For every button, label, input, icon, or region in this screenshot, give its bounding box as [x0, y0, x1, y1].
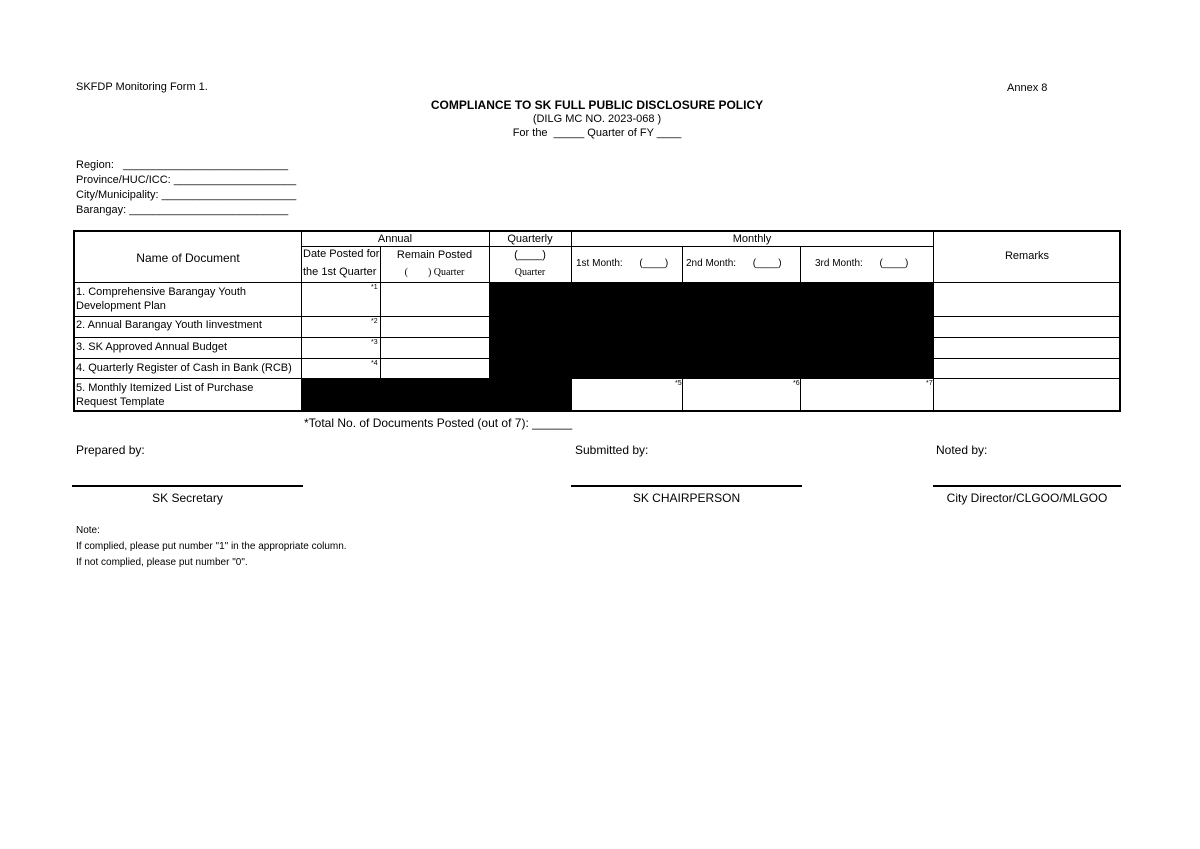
row-5-month3-cell[interactable]	[801, 379, 933, 411]
row-2-remarks-cell[interactable]	[934, 317, 1121, 337]
col-month-2: 2nd Month: (____)	[686, 258, 782, 269]
location-fields	[76, 158, 296, 218]
row-5-mark-month2: *6	[793, 380, 800, 387]
row-3-remarks-cell[interactable]	[934, 338, 1121, 358]
noted-by-label: Noted by:	[936, 443, 988, 457]
row-4-mark: *4	[371, 360, 378, 367]
shaded-cells-annual-quarterly	[301, 378, 571, 411]
prepared-signature-line[interactable]	[72, 485, 303, 487]
row-2-remain-posted-cell[interactable]	[381, 317, 489, 337]
noted-role: City Director/CLGOO/MLGOO	[946, 491, 1108, 505]
region-field[interactable]: Region: ___________________________	[76, 159, 289, 171]
row-3-remain-posted-cell[interactable]	[381, 338, 489, 358]
col-annual-remain-line1: Remain Posted	[396, 249, 473, 261]
noted-signature-line[interactable]	[933, 485, 1121, 487]
row-2-name: 2. Annual Barangay Youth Iinvestment	[76, 319, 262, 331]
total-documents-posted: *Total No. of Documents Posted (out of 7): ______	[304, 416, 573, 430]
row-5-remarks-cell[interactable]	[934, 379, 1121, 411]
row-1-name: 1. Comprehensive Barangay Youth Development Plan	[76, 286, 247, 312]
row-5-name: 5. Monthly Itemized List of Purchase Request Template	[76, 382, 254, 408]
notes-title: Note:	[76, 525, 100, 536]
page-title: COMPLIANCE TO SK FULL PUBLIC DISCLOSURE POLICY	[430, 98, 764, 112]
group-annual: Annual	[377, 233, 413, 245]
notes	[76, 523, 347, 571]
row-5-month1-cell[interactable]	[572, 379, 682, 411]
row-4-remain-posted-cell[interactable]	[381, 359, 489, 378]
row-5-mark-month1: *5	[675, 380, 682, 387]
row-1-mark: *1	[371, 284, 378, 291]
col-annual-date-line1: Date Posted for	[303, 248, 380, 260]
row-5-month2-cell[interactable]	[683, 379, 800, 411]
row-2-mark: *2	[371, 318, 378, 325]
col-month-3: 3rd Month: (____)	[815, 258, 909, 269]
shaded-cells-quarterly-monthly	[489, 282, 933, 378]
submitted-role: SK CHAIRPERSON	[632, 491, 741, 505]
row-1-remarks-cell[interactable]	[934, 283, 1121, 316]
row-5-mark-month3: *7	[926, 380, 933, 387]
row-1-remain-posted-cell[interactable]	[381, 283, 489, 316]
notes-line-1: If complied, please put number "1" in the appropriate column.	[76, 541, 347, 552]
col-annual-remain-line2: ( ) Quarter	[404, 267, 465, 278]
col-quarterly-label: Quarter	[514, 267, 546, 278]
province-field[interactable]: Province/HUC/ICC: ____________________	[76, 174, 297, 186]
prepared-role: SK Secretary	[152, 491, 223, 505]
row-3-name: 3. SK Approved Annual Budget	[76, 341, 228, 353]
row-4-name: 4. Quarterly Register of Cash in Bank (RCB)	[76, 362, 292, 374]
compliance-table	[73, 230, 1121, 412]
col-month-1: 1st Month: (____)	[576, 258, 669, 269]
city-field[interactable]: City/Municipality: ______________________	[76, 189, 297, 201]
row-3-mark: *3	[371, 339, 378, 346]
col-quarterly-blank: (____)	[514, 249, 546, 261]
col-annual-date-line2: the 1st Quarter	[303, 266, 377, 278]
col-name-of-document: Name of Document	[136, 251, 240, 265]
submitted-signature-line[interactable]	[571, 485, 802, 487]
reporting-period: For the _____ Quarter of FY ____	[512, 127, 682, 139]
submitted-by-label: Submitted by:	[575, 443, 649, 457]
prepared-by-label: Prepared by:	[76, 443, 145, 457]
group-quarterly: Quarterly	[507, 233, 553, 245]
row-3-date-posted-cell[interactable]	[302, 338, 380, 358]
group-monthly: Monthly	[732, 233, 772, 245]
annex-label: Annex 8	[1007, 82, 1048, 94]
form-id: SKFDP Monitoring Form 1.	[76, 81, 208, 93]
col-remarks: Remarks	[1004, 250, 1049, 262]
row-1-date-posted-cell[interactable]	[302, 283, 380, 316]
page-subtitle: (DILG MC NO. 2023-068 )	[532, 113, 662, 125]
notes-line-2: If not complied, please put number "0".	[76, 557, 248, 568]
row-4-date-posted-cell[interactable]	[302, 359, 380, 378]
barangay-field[interactable]: Barangay: __________________________	[76, 204, 289, 216]
row-2-date-posted-cell[interactable]	[302, 317, 380, 337]
row-4-remarks-cell[interactable]	[934, 359, 1121, 378]
